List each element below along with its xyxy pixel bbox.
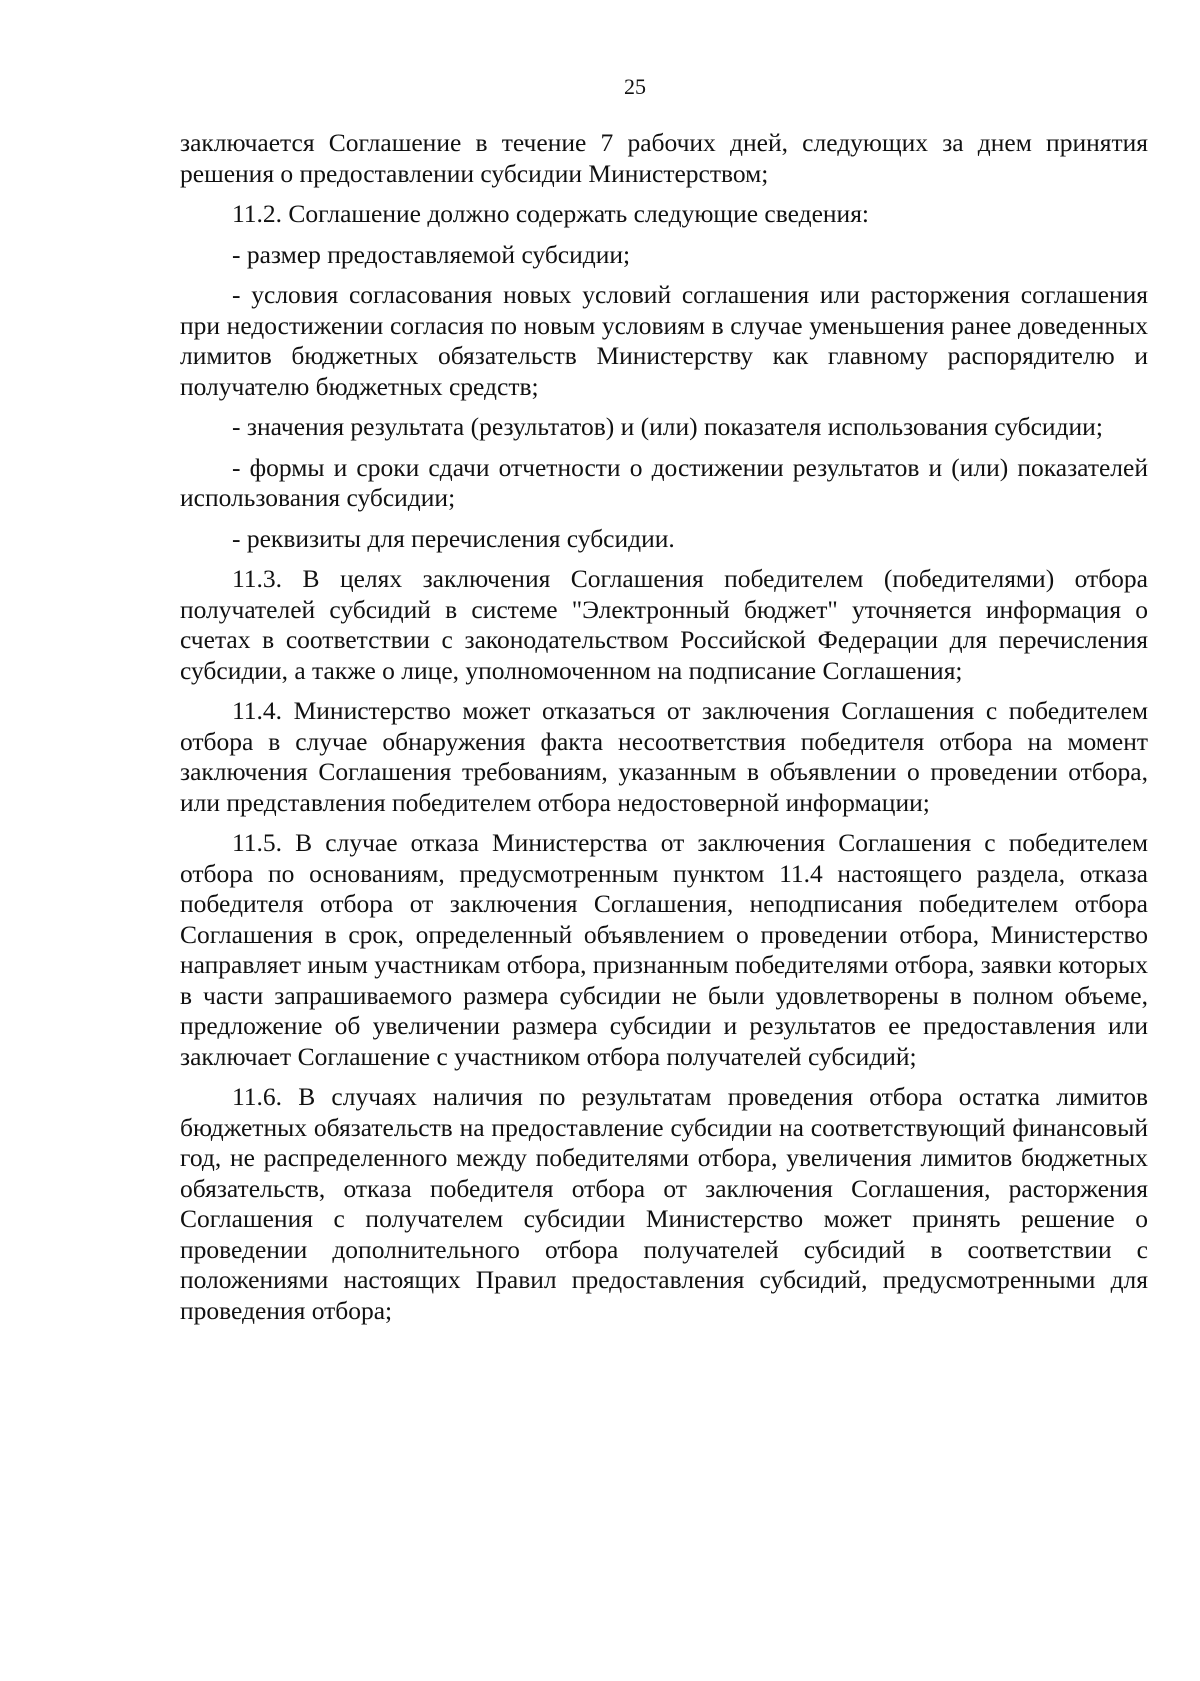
paragraph-continuation: заключается Соглашение в течение 7 рабочих дней, следующих за днем принятия решения о предоставлении субсидии Министерством; [180, 128, 1148, 188]
list-item-bank-details: - реквизиты для перечисления субсидии. [232, 523, 675, 553]
paragraph-11-3: 11.3. В целях заключения Соглашения победителем (победителями) отбора получателей субсидий в системе "Электронный бюджет" уточняется информация о счетах в соответствии с законодательством Российской Федерации для перечисления субсидии, а также о лице, уполномоченном на подписание Соглашения; [180, 564, 1148, 685]
document-body [180, 128, 1148, 1336]
paragraph-11-6: 11.6. В случаях наличия по результатам проведения отбора остатка лимитов бюджетных обязательств на предоставление субсидии на соответствующий финансовый год, не распределенного между победителями отбора, увеличения лимитов бюджетных обязательств, отказа победителя отбора от заключения Соглашения, расторжения Соглашения с получателем субсидии Министерство может принять решение о проведении дополнительного отбора получателей субсидий в соответствии с положениями настоящих Правил предоставления субсидий, предусмотренными для проведения отбора; [180, 1082, 1148, 1325]
paragraph-11-2: 11.2. Соглашение должно содержать следующие сведения: [232, 199, 870, 228]
list-item-subsidy-size: - размер предоставляемой субсидии; [232, 239, 631, 269]
list-item-result-values: - значения результата (результатов) и (или) показателя использования субсидии; [232, 412, 1103, 441]
list-item-reporting-forms: - формы и сроки сдачи отчетности о достижении результатов и (или) показателей использования субсидии; [180, 452, 1148, 512]
paragraph-11-5: 11.5. В случае отказа Министерства от заключения Соглашения с победителем отбора по основаниям, предусмотренным пунктом 11.4 настоящего раздела, отказа победителя отбора от заключения Соглашения, неподписания победителем отбора Соглашения в срок, определенный объявлением о проведении отбора, Министерство направляет иным участникам отбора, признанным победителями отбора, заявки которых в части запрашиваемого размера субсидии не были удовлетворены в полном объеме, предложение об увеличении размера субсидии и результатов ее предоставления или заключает Соглашение с участником отбора получателей субсидий; [180, 828, 1148, 1071]
paragraph-11-4: 11.4. Министерство может отказаться от заключения Соглашения с победителем отбора в случае обнаружения факта несоответствия победителя отбора на момент заключения Соглашения требованиям, указанным в объявлении о проведении отбора, или представления победителем отбора недостоверной информации; [180, 696, 1148, 817]
page-number: 25 [624, 74, 646, 99]
list-item-agreement-conditions: - условия согласования новых условий соглашения или расторжения соглашения при недостижении согласия по новым условиям в случае уменьшения ранее доведенных лимитов бюджетных обязательств Министерству как главному распорядителю и получателю бюджетных средств; [180, 280, 1148, 401]
